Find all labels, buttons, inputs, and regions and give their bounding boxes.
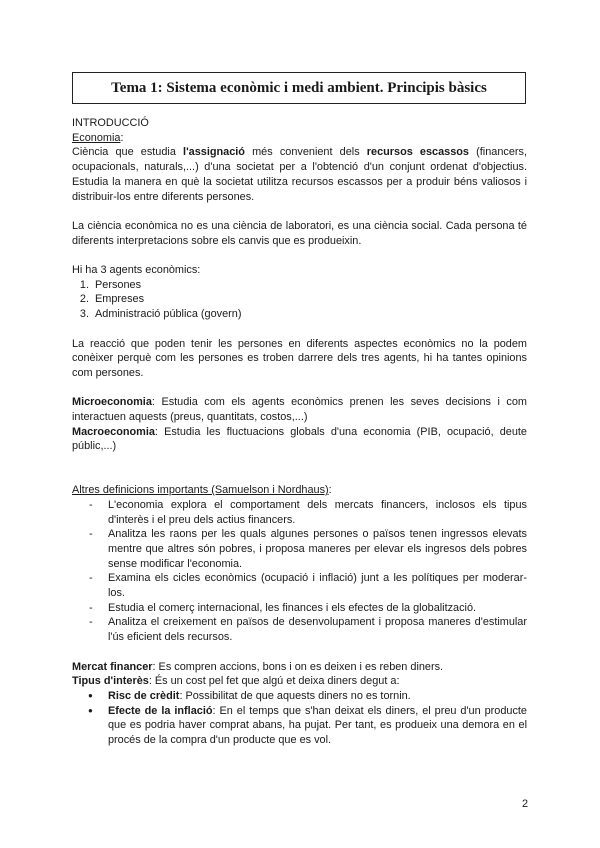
- intro-heading: INTRODUCCIÓ: [72, 117, 149, 129]
- agents-list: [72, 278, 527, 322]
- list-item: 3. Administració pública (govern): [92, 307, 527, 322]
- economia-paragraph-3: La reacció que poden tenir les persones en diferents aspectes econòmics no la podem conèixer perquè com les persones es troben darrere dels tres agents, hi ha tantes opinions com persones.: [72, 337, 527, 379]
- economia-definition: Ciència que estudia l'assignació més convenient dels recursos escassos (financers, ocupacionals, naturals,...) d'una societat per a l'obtenció d'un conjunt ordenat d'objectius. Estudia la manera en què la societat utilitza recursos escassos per a produir béns valiosos i distribuir-los entre diferents persones.: [72, 146, 527, 203]
- economia-heading: Economia:: [72, 131, 124, 144]
- list-item: ● Efecte de la inflació: En el temps que s'han deixat els diners, el preu d'un producte que es podria haver comprat abans, ha pujat. Per tant, es produeix una demora en el procés de la compra d'un producte que es vol.: [72, 704, 527, 748]
- definitions-list: [72, 498, 527, 645]
- list-item: ● Risc de crèdit: Possibilitat de que aquests diners no es tornin.: [72, 689, 527, 704]
- macroeconomia-definition: Macroeconomia: Estudia les fluctuacions globals d'una economia (PIB, ocupació, deute públic,...): [72, 425, 527, 453]
- tipus-interes-definition: Tipus d'interès: És un cost pel fet que algú et deixa diners degut a:: [72, 675, 400, 688]
- title-box: [72, 72, 526, 104]
- microeconomia-definition: Microeconomia: Estudia com els agents econòmics prenen les seves decisions i com interactuen aquests (preus, quantitats, costos,...): [72, 396, 527, 423]
- page-number: 2: [521, 798, 528, 810]
- list-item: - Estudia el comerç internacional, les finances i els efectes de la globalització.: [72, 601, 527, 616]
- economia-paragraph-2: La ciència econòmica no es una ciència de laboratori, es una ciència social. Cada persona té diferents interpretacions sobre els canvis que es produeixin.: [72, 219, 527, 247]
- mercat-financer-definition: Mercat financer: Es compren accions, bons i on es deixen i es reben diners.: [72, 660, 444, 673]
- list-item: - Analitza les raons per les quals algunes persones o països tenen ingressos elevats mentre que altres són pobres, i proposa maneres per elevar els ingresos dels pobres sense modificar l'economia.: [72, 527, 527, 571]
- list-item: 1. Persones: [92, 278, 527, 293]
- tipus-interes-list: [72, 689, 527, 748]
- list-item: - Examina els cicles econòmics (ocupació i inflació) junt a les polítiques per moderar-los.: [72, 571, 527, 600]
- document-body: [72, 116, 527, 748]
- list-item: - L'economia explora el comportament dels mercats financers, inclosos els tipus d'interès i el preu dels actius financers.: [72, 498, 527, 527]
- list-item: - Analitza el creixement en països de desenvolupament i proposa maneres d'estimular l'ús eficient dels recursos.: [72, 615, 527, 644]
- page-title: Tema 1: Sistema econòmic i medi ambient. Principis bàsics: [111, 79, 487, 96]
- definitions-heading: Altres definicions importants (Samuelson i Nordhaus):: [72, 484, 332, 497]
- agents-intro: Hi ha 3 agents econòmics:: [72, 264, 201, 276]
- list-item: 2. Empreses: [92, 292, 527, 307]
